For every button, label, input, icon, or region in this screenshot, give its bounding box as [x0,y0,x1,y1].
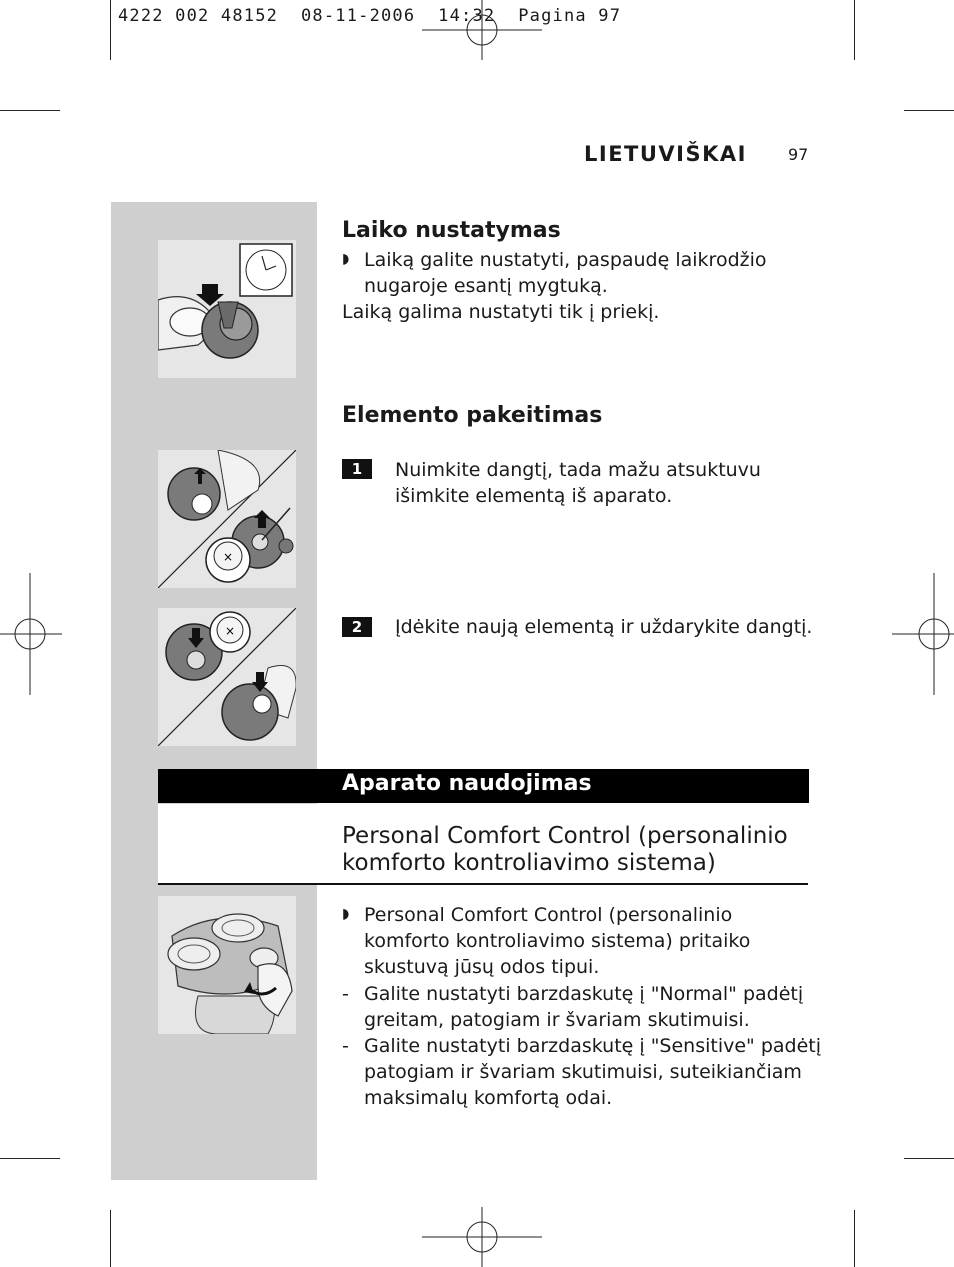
registration-mark-icon [420,1207,544,1267]
illustration-remove-battery [158,450,296,588]
heading-battery-replacement: Elemento pakeitimas [342,403,603,428]
page-number: 97 [788,145,809,164]
dash-marker: - [342,983,349,1005]
registration-mark-icon [0,573,62,695]
heading-time-setting: Laiko nustatymas [342,218,561,243]
time-setting-note: Laiką galima nustatyti tik į priekį. [342,301,660,323]
sidebar-gap [158,804,317,884]
print-header: 4222 002 48152 08-11-2006 14:32 Pagina 97 [118,6,622,26]
time-setting-text: Laiką galite nustatyti, paspaudę laikrodžio nugaroje esantį mygtuką. [364,249,767,297]
language-header: LIETUVIŠKAI [584,142,747,166]
dash-item-sensitive: Galite nustatyti barzdaskutę į "Sensitive" padėtį patogiam ir švariam skutimuisi, suteikiančiam maksimalų komfortą odai. [364,1035,822,1109]
step-text: Įdėkite naują elementą ir uždarykite dangtį. [395,616,813,638]
registration-mark-icon [420,0,544,60]
step-number: 1 [342,459,372,479]
step-text: Nuimkite dangtį, tada mažu atsuktuvu išimkite elementą iš aparato. [395,459,761,507]
bullet-triangle-icon: ◗ [342,906,350,922]
section-title-device-use: Aparato naudojimas [342,771,592,796]
dash-item-normal: Galite nustatyti barzdaskutę į "Normal" padėtį greitam, patogiam ir švariam skutimuisi. [364,983,804,1031]
comfort-control-text: Personal Comfort Control (personalinio komforto kontroliavimo sistema) pritaiko skustuvą jūsų odos tipui. [364,904,751,978]
bullet-triangle-icon: ◗ [342,251,350,267]
illustration-shaver-comfort-control [158,896,296,1034]
svg-text:×: × [223,550,234,564]
step-number: 2 [342,617,372,637]
divider [158,883,808,885]
dash-marker: - [342,1035,349,1057]
registration-mark-icon [892,573,954,695]
illustration-insert-battery [158,608,296,746]
svg-text:×: × [225,624,236,638]
illustration-time-setting [158,240,296,378]
subheading-comfort-control: Personal Comfort Control (personalinio komforto kontroliavimo sistema) [342,823,788,876]
